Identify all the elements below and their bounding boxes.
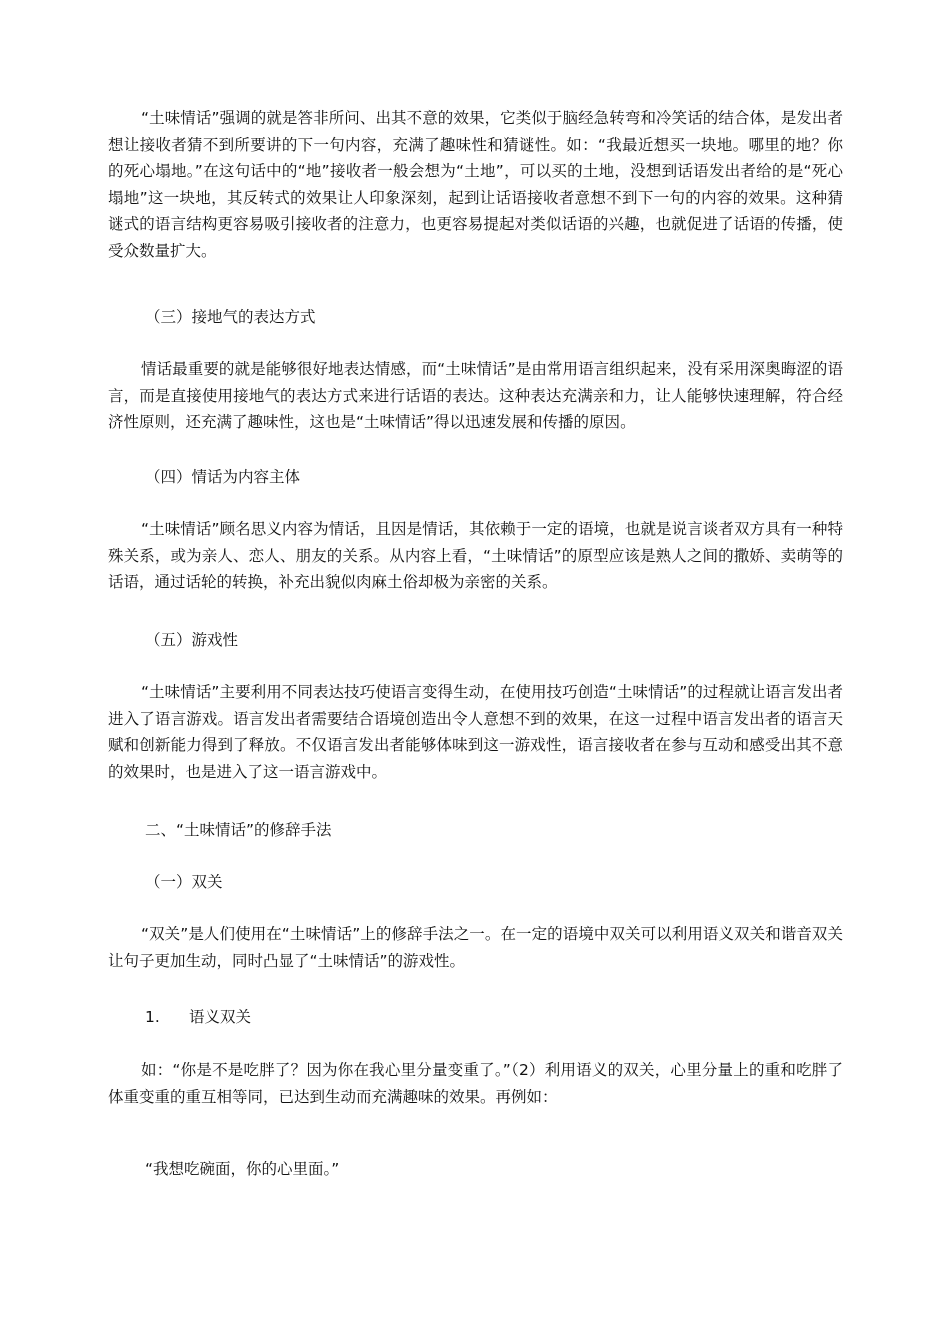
paragraph-riddle-effect: “土味情话”强调的就是答非所问、出其不意的效果，它类似于脑经急转弯和冷笑话的结合体，是发出者想让接收者猜不到所要讲的下一句内容，充满了趣味性和猜谜性。如：“我最近想买一块地。哪里的地？你的死心塌地。”在这句话中的“地”接收者一般会想为“土地”，可以买的土地，没想到话语发出者给的是“死心塌地”这一块地，其反转式的效果让人印象深刻，起到让话语接收者意想不到下一句的内容的效果。这种猜谜式的语言结构更容易吸引接收者的注意力，也更容易提起对类似话语的兴趣，也就促进了话语的传播，使受众数量扩大。 <box>108 109 843 260</box>
list-item-number: 1. <box>145 1008 160 1026</box>
paragraph-down-to-earth: 情话最重要的就是能够很好地表达情感，而“土味情话”是由常用语言组织起来，没有采用深奥晦涩的语言，而是直接使用接地气的表达方式来进行话语的表达。这种表达充满亲和力，让人能够快速理解，符合经济性原则，还充满了趣味性，这也是“土味情话”得以迅速发展和传播的原因。 <box>108 360 843 431</box>
paragraph-playfulness: “土味情话”主要利用不同表达技巧使语言变得生动，在使用技巧创造“土味情话”的过程就让语言发出者进入了语言游戏。语言发出者需要结合语境创造出令人意想不到的效果，在这一过程中语言发出者的语言天赋和创新能力得到了释放。不仅语言发出者能够体味到这一游戏性，语言接收者在参与互动和感受出其不意的效果时，也是进入了这一语言游戏中。 <box>108 683 843 781</box>
subheading-love-content: （四）情话为内容主体 <box>145 468 301 486</box>
section-heading-rhetoric: 二、“土味情话”的修辞手法 <box>145 821 332 839</box>
quote-example: “我想吃碗面，你的心里面。” <box>145 1160 340 1178</box>
paragraph-semantic-pun-example: 如：“你是不是吃胖了？因为你在我心里分量变重了。”（2）利用语义的双关，心里分量上的重和吃胖了体重变重的重互相等同，已达到生动而充满趣味的效果。再例如： <box>108 1061 843 1106</box>
subheading-down-to-earth: （三）接地气的表达方式 <box>145 308 316 326</box>
list-item-label: 语义双关 <box>189 1008 252 1026</box>
list-item-semantic-pun <box>145 1004 251 1030</box>
subheading-playfulness: （五）游戏性 <box>145 631 239 649</box>
paragraph-pun: “双关”是人们使用在“土味情话”上的修辞手法之一。在一定的语境中双关可以利用语义双关和谐音双关让句子更加生动，同时凸显了“土味情话”的游戏性。 <box>108 925 843 970</box>
subheading-pun: （一）双关 <box>145 873 223 891</box>
paragraph-love-content: “土味情话”顾名思义内容为情话，且因是情话，其依赖于一定的语境，也就是说言谈者双方具有一种特殊关系，或为亲人、恋人、朋友的关系。从内容上看，“土味情话”的原型应该是熟人之间的撒娇、卖萌等的话语，通过话轮的转换，补充出貌似肉麻土俗却极为亲密的关系。 <box>108 520 843 591</box>
